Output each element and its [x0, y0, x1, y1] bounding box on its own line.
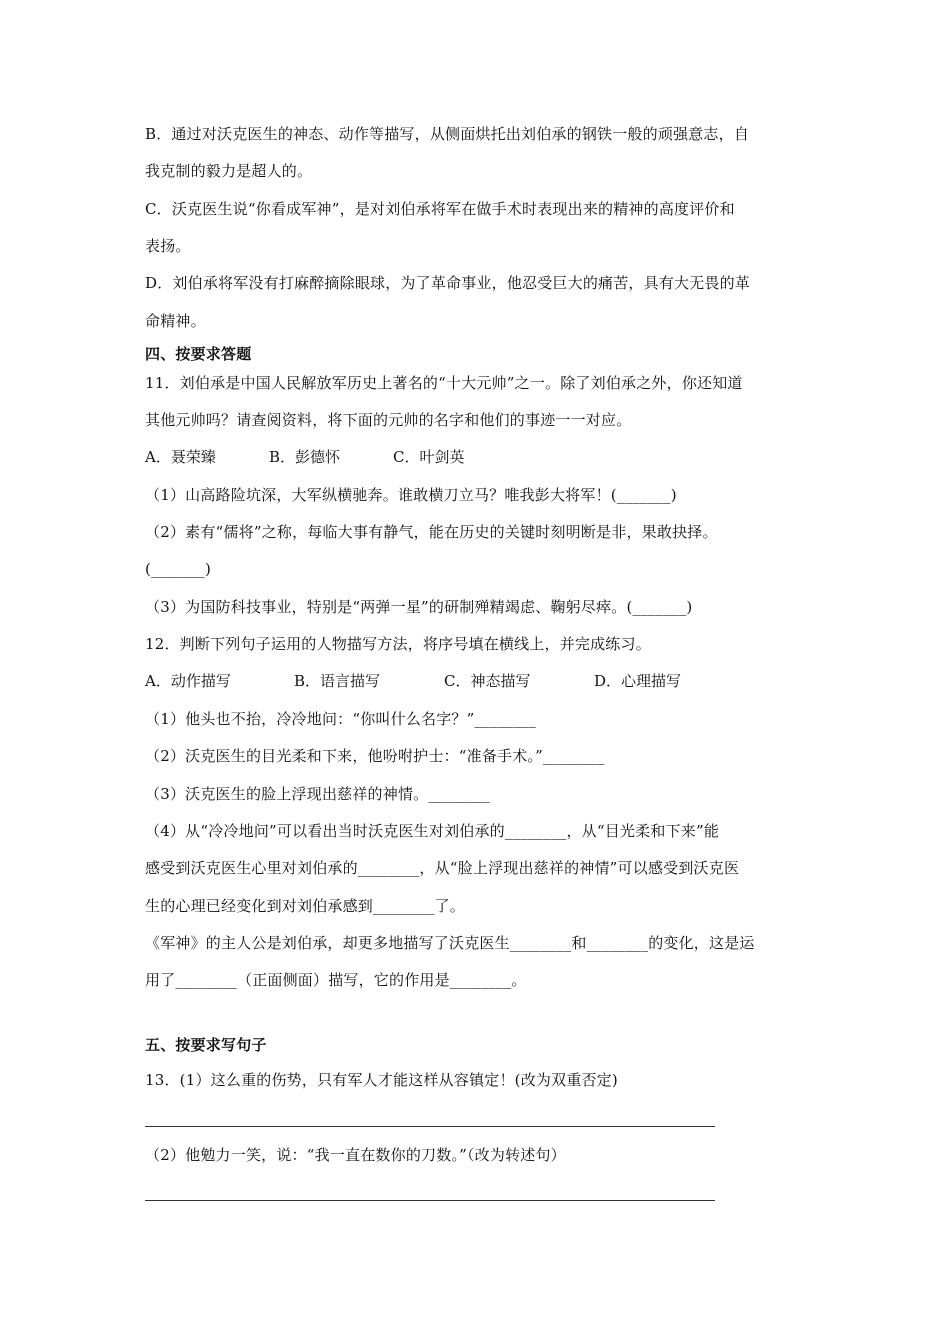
- q13-item2: （2）他勉力一笑，说：“我一直在数你的刀数。”（改为转述句）: [145, 1146, 566, 1164]
- q11-item3: （3）为国防科技事业，特别是“两弹一星”的研制殚精竭虑、鞠躬尽瘁。(_______): [145, 598, 693, 616]
- q12-item3: （3）沃克医生的脸上浮现出慈祥的神情。________: [145, 785, 490, 803]
- q12-option-c: C．神态描写: [444, 672, 531, 690]
- q12-option-b: B．语言描写: [294, 672, 381, 690]
- q11-stem-line2: 其他元帅吗？请查阅资料，将下面的元帅的名字和他们的事迹一一对应。: [145, 411, 632, 429]
- q11-option-a: A．聂荣臻: [145, 448, 216, 466]
- q10-option-c-line2: 表扬。: [145, 237, 191, 255]
- q12-stem: 12．判断下列句子运用的人物描写方法，将序号填在横线上，并完成练习。: [145, 635, 651, 653]
- q12-tail-line2: 用了________（正面侧面）描写，它的作用是________。: [145, 971, 527, 989]
- q11-item2-line1: （2）素有“儒将”之称，每临大事有静气，能在历史的关键时刻明断是非，果敢抉择。: [145, 523, 718, 541]
- section4-heading: 四、按要求答题: [145, 345, 252, 363]
- q11-item2-line2: (_______): [145, 560, 212, 578]
- q12-item4-line1: （4）从“冷冷地问”可以看出当时沃克医生对刘伯承的________，从“目光柔和下来”能: [145, 822, 720, 840]
- q13-answer-line-1[interactable]: [145, 1126, 715, 1127]
- q12-item4-line3: 生的心理已经变化到对刘伯承感到________了。: [145, 897, 466, 915]
- q12-option-d: D．心理描写: [594, 672, 682, 690]
- q12-item2: （2）沃克医生的目光柔和下来，他吩咐护士：“准备手术。”________: [145, 747, 605, 765]
- q12-item4-line2: 感受到沃克医生心里对刘伯承的________，从“脸上浮现出慈祥的神情”可以感受到沃克医: [145, 859, 740, 877]
- q10-option-d-line1: D．刘伯承将军没有打麻醉摘除眼球，为了革命事业，他忍受巨大的痛苦，具有大无畏的革: [145, 274, 751, 292]
- q11-item1: （1）山高路险坑深，大军纵横驰奔。谁敢横刀立马？唯我彭大将军！(_______): [145, 486, 677, 504]
- q10-option-b-line2: 我克制的毅力是超人的。: [145, 162, 313, 180]
- q10-option-b-line1: B．通过对沃克医生的神态、动作等描写，从侧面烘托出刘伯承的钢铁一般的顽强意志，自: [145, 125, 750, 143]
- q12-item1: （1）他头也不抬，冷冷地问：“你叫什么名字？”________: [145, 710, 537, 728]
- q10-option-c-line1: C．沃克医生说“你看成军神”，是对刘伯承将军在做手术时表现出来的精神的高度评价和: [145, 200, 735, 218]
- section5-heading: 五、按要求写句子: [145, 1036, 267, 1054]
- q11-option-b: B．彭德怀: [269, 448, 341, 466]
- q13-answer-line-2[interactable]: [145, 1200, 715, 1201]
- q11-stem-line1: 11．刘伯承是中国人民解放军历史上著名的“十大元帅”之一。除了刘伯承之外，你还知道: [145, 374, 743, 392]
- q10-option-d-line2: 命精神。: [145, 312, 206, 330]
- q13-item1: 13．(1）这么重的伤势，只有军人才能这样从容镇定！(改为双重否定): [145, 1071, 618, 1089]
- q11-option-c: C．叶剑英: [393, 448, 465, 466]
- q12-tail-line1: 《军神》的主人公是刘伯承，却更多地描写了沃克医生________和________的变化，这是运: [145, 934, 755, 952]
- q12-option-a: A．动作描写: [145, 672, 231, 690]
